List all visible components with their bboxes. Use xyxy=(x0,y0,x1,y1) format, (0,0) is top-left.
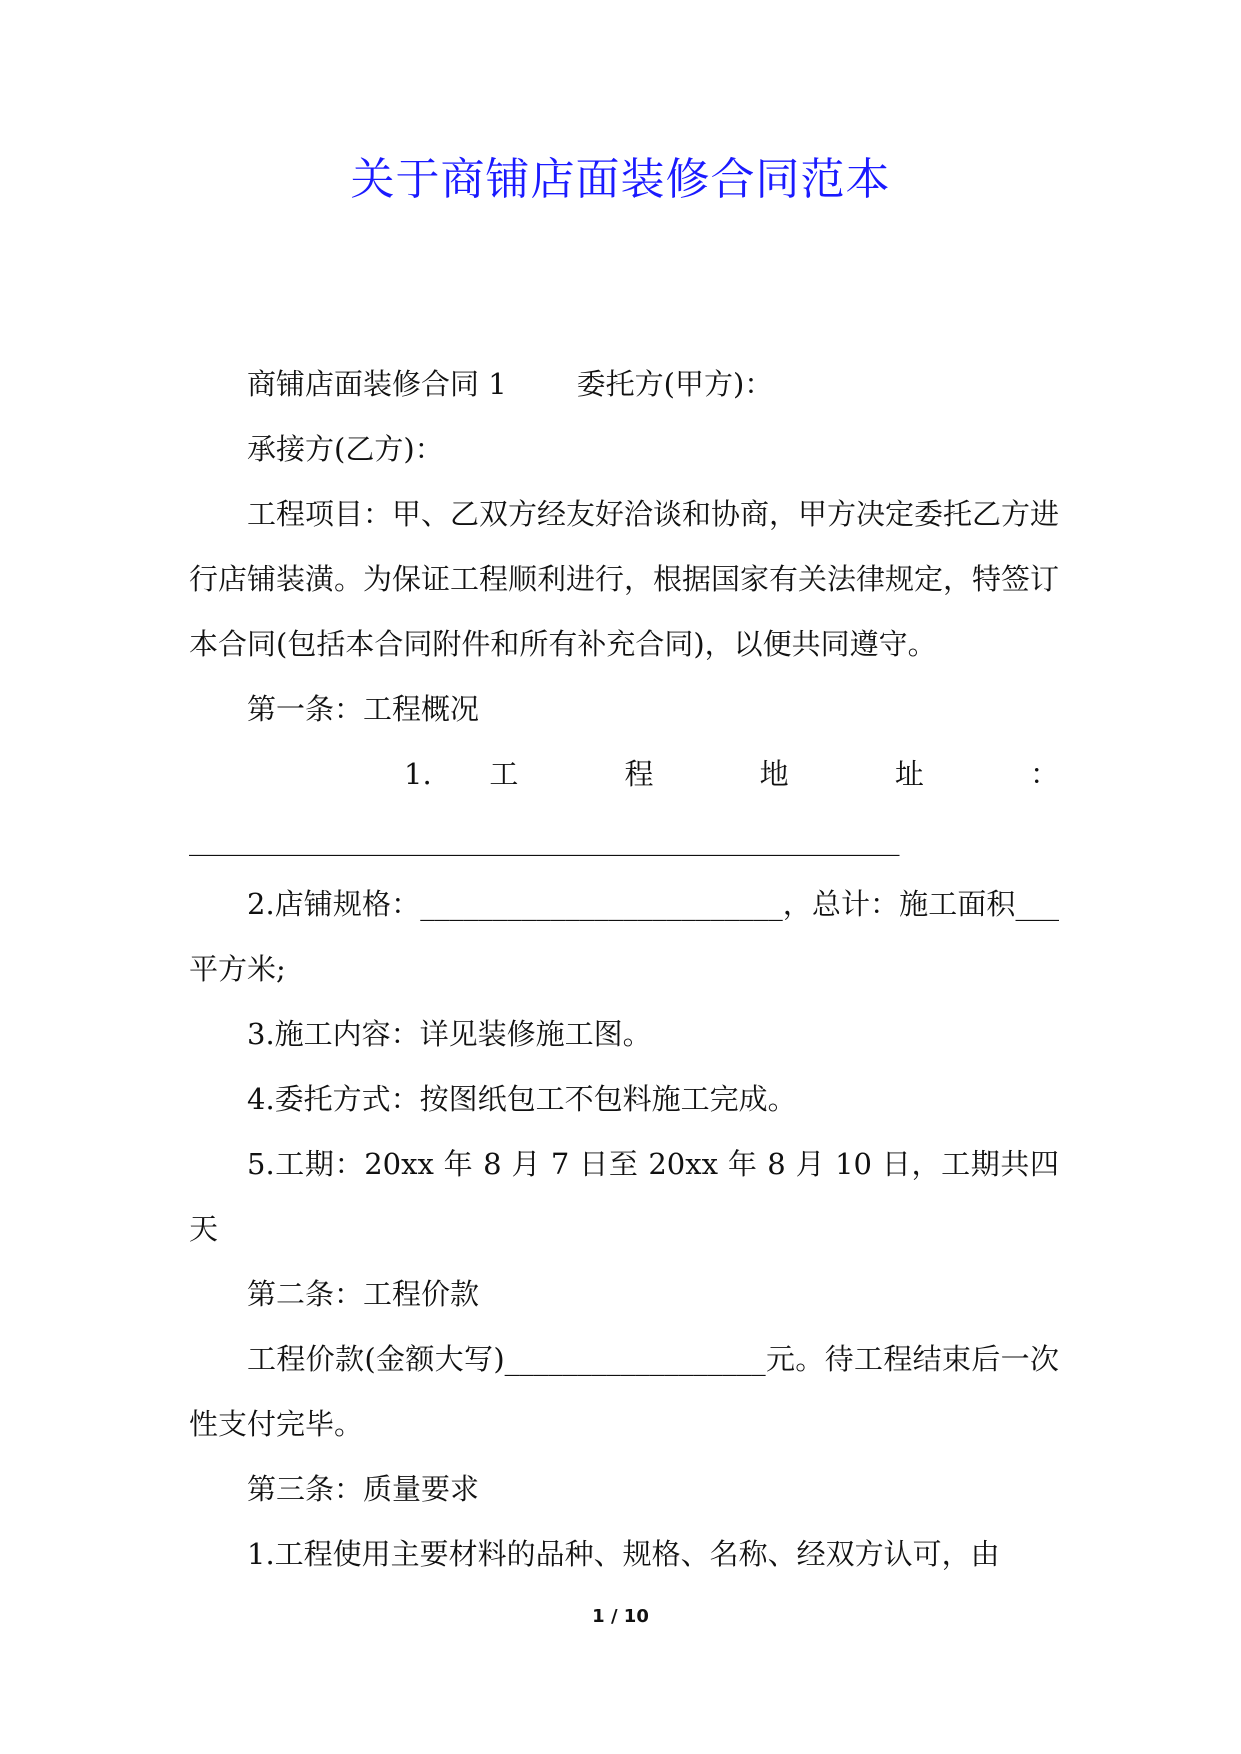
project-address-blank: _________________________________________________ xyxy=(189,822,900,856)
party-b-label: 承接方(乙方)： xyxy=(247,432,444,466)
document-title: 关于商铺店面装修合同范本 xyxy=(350,154,891,205)
section-heading-2: 第二条：工程价款 xyxy=(247,1277,480,1311)
contract-number-label: 商铺店面装修合同 1 xyxy=(247,367,507,401)
page-number: 1 / 10 xyxy=(592,1606,649,1627)
section-heading-3: 第三条：质量要求 xyxy=(247,1472,480,1506)
document-body xyxy=(189,352,1059,1587)
price-line: 工程价款(金额大写)__________________元。待工程结束后一次性支付完毕。 xyxy=(189,1342,1059,1441)
paragraph-contract-header xyxy=(189,352,1059,417)
paragraph-project-intro: 工程项目：甲、乙双方经友好洽谈和协商，甲方决定委托乙方进行店铺装潢。为保证工程顺利进行，根据国家有关法律规定，特签订本合同(包括本合同附件和所有补充合同)，以便共同遵守。 xyxy=(189,497,1060,661)
party-a-label: 委托方(甲方)： xyxy=(576,367,774,401)
project-address-label: 1. 工 程 地 址 ： xyxy=(404,757,1059,791)
quality-line: 1.工程使用主要材料的品种、规格、名称、经双方认可，由 xyxy=(247,1537,1000,1571)
commission-method-line: 4.委托方式：按图纸包工不包料施工完成。 xyxy=(247,1082,797,1116)
shop-spec-line: 2.店铺规格：_________________________，总计：施工面积___平方米; xyxy=(189,887,1059,986)
schedule-line: 5.工期：20xx 年 8 月 7 日至 20xx 年 8 月 10 日，工期共四天 xyxy=(189,1147,1059,1246)
construction-content-line: 3.施工内容：详见装修施工图。 xyxy=(247,1017,652,1051)
section-heading-1: 第一条：工程概况 xyxy=(247,692,480,726)
